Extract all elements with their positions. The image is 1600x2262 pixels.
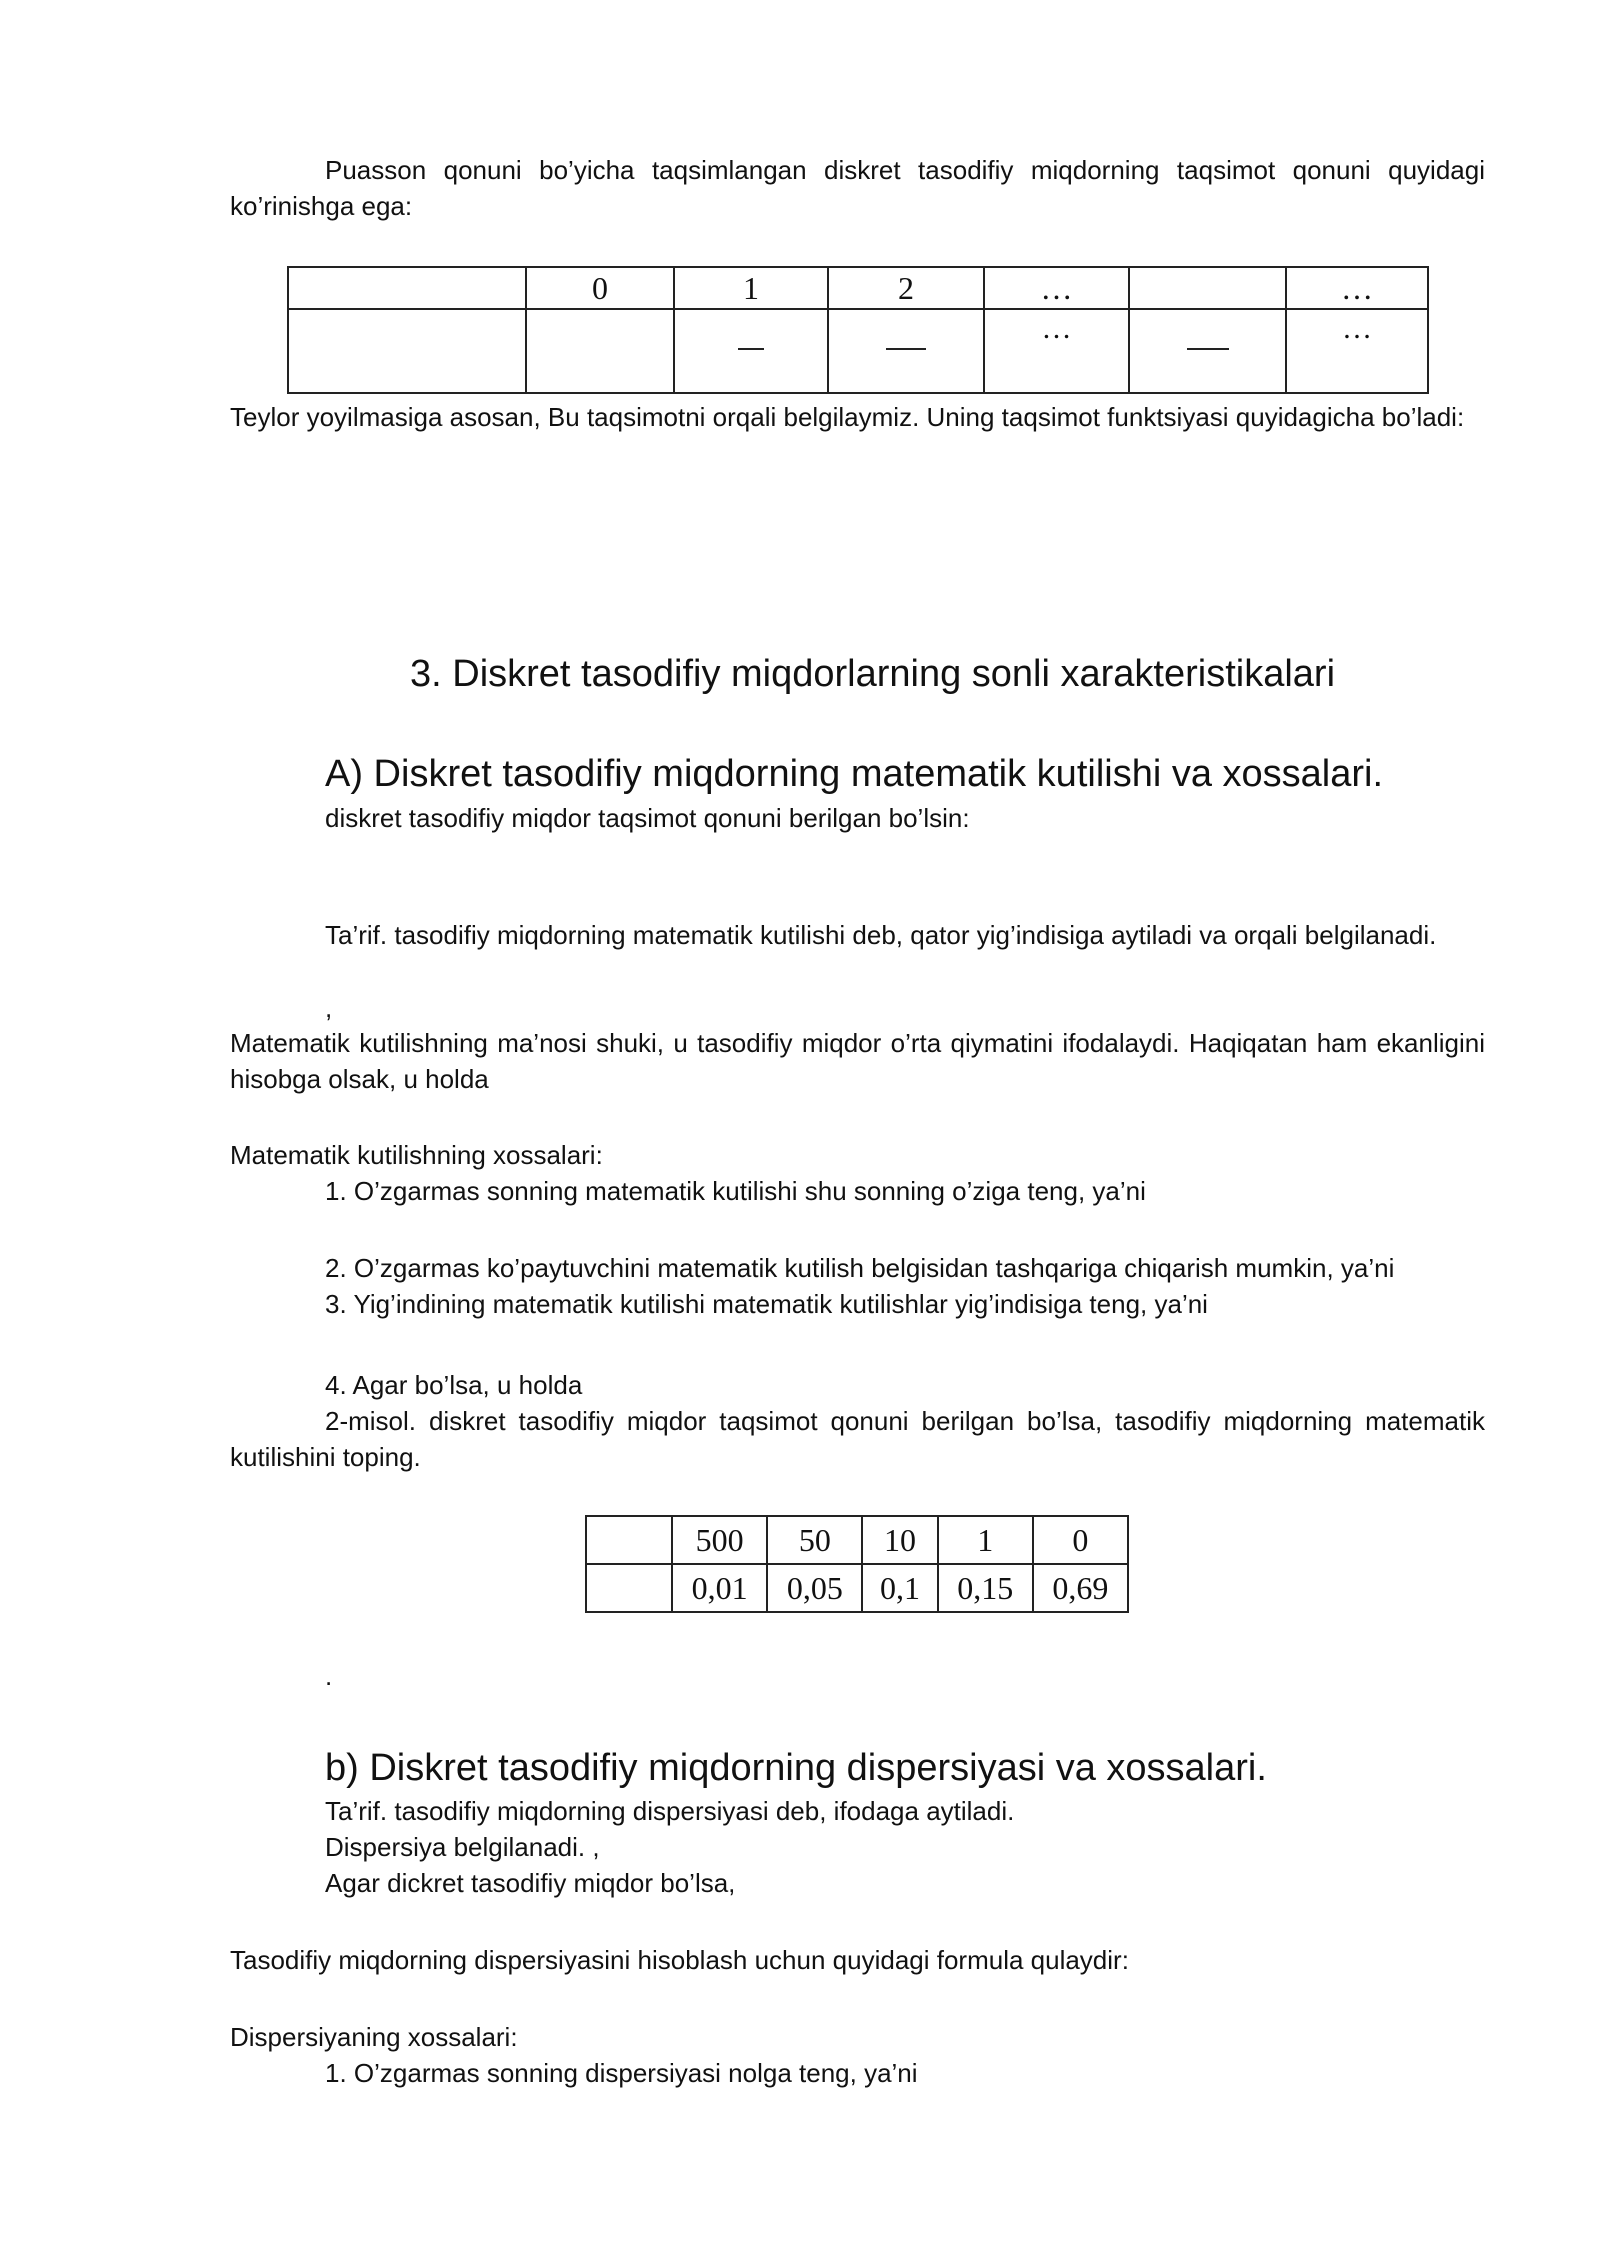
table-cell: 2	[828, 267, 984, 309]
dispersion-properties-heading: Dispersiyaning xossalari:	[230, 2022, 518, 2052]
comma-line: ,	[325, 993, 333, 1023]
table-cell: 1	[674, 267, 828, 309]
table-cell	[828, 309, 984, 393]
fraction-bar	[738, 348, 764, 350]
table-cell: 0,15	[938, 1564, 1033, 1612]
property-2: 2. O’zgarmas ko’paytuvchini matematik kutilish belgisidan tashqariga chiqarish mumkin, ya’ni	[325, 1253, 1395, 1283]
property-4: 4. Agar bo’lsa, u holda	[325, 1370, 583, 1400]
example-paragraph: 2-misol. diskret tasodifiy miqdor taqsimot qonuni berilgan bo’lsa, tasodifiy miqdorning matematik kutilishini toping.	[230, 1406, 1485, 1472]
table-cell: …	[984, 267, 1129, 309]
table-cell	[674, 309, 828, 393]
definition-paragraph: Ta’rif. tasodifiy miqdorning matematik kutilishi deb, qator yig’indisiga aytiladi va orqali belgilanadi.	[325, 920, 1437, 950]
table-cell	[288, 267, 526, 309]
ellipsis: …	[1342, 312, 1372, 345]
dispersion-definition: Ta’rif. tasodifiy miqdorning dispersiyasi deb, ifodaga aytiladi.	[325, 1796, 1015, 1826]
period-line: .	[325, 1661, 333, 1691]
subsection-heading-a: A) Diskret tasodifiy miqdorning matematik kutilishi va xossalari.	[325, 753, 1384, 795]
table-cell	[586, 1516, 672, 1564]
table-cell: …	[1286, 267, 1428, 309]
formula-intro: Tasodifiy miqdorning dispersiyasini hisoblash uchun quyidagi formula qulaydir:	[230, 1945, 1129, 1975]
dispersion-notation: Dispersiya belgilanadi. ,	[325, 1832, 600, 1862]
table-cell	[1286, 309, 1428, 393]
table-cell	[1129, 267, 1286, 309]
table-cell: 10	[862, 1516, 937, 1564]
example-distribution-table	[585, 1515, 1129, 1613]
subsection-heading-b: b) Diskret tasodifiy miqdorning dispersiyasi va xossalari.	[325, 1747, 1267, 1789]
discrete-case-line: Agar dickret tasodifiy miqdor bo’lsa,	[325, 1868, 736, 1898]
ellipsis: …	[1041, 312, 1072, 345]
property-1: 1. O’zgarmas sonning matematik kutilishi shu sonning o’ziga teng, ya’ni	[325, 1176, 1146, 1206]
table-cell: 500	[672, 1516, 767, 1564]
meaning-paragraph: Matematik kutilishning ma’nosi shuki, u tasodifiy miqdor o’rta qiymatini ifodalaydi. Haqiqatan ham ekanligini hisobga olsak, u holda	[230, 1028, 1485, 1094]
table-cell	[586, 1564, 672, 1612]
fraction-bar	[1187, 348, 1229, 350]
table-cell: 0,69	[1033, 1564, 1128, 1612]
table-cell: 50	[767, 1516, 862, 1564]
table-cell	[984, 309, 1129, 393]
table-cell: 0	[1033, 1516, 1128, 1564]
table-cell: 1	[938, 1516, 1033, 1564]
table-cell	[288, 309, 526, 393]
properties-heading: Matematik kutilishning xossalari:	[230, 1140, 603, 1170]
table-cell: 0,1	[862, 1564, 937, 1612]
table-cell: 0,01	[672, 1564, 767, 1612]
table-cell	[526, 309, 674, 393]
dispersion-property-1: 1. O’zgarmas sonning dispersiyasi nolga teng, ya’ni	[325, 2058, 918, 2088]
table-cell: 0	[526, 267, 674, 309]
fraction-bar	[886, 348, 926, 350]
taylor-paragraph: Teylor yoyilmasiga asosan, Bu taqsimotni orqali belgilaymiz. Uning taqsimot funktsiyasi quyidagicha bo’ladi:	[230, 402, 1465, 432]
table-cell: 0,05	[767, 1564, 862, 1612]
table-cell	[1129, 309, 1286, 393]
poisson-distribution-table	[287, 266, 1429, 394]
section-heading: 3. Diskret tasodifiy miqdorlarning sonli xarakteristikalari	[410, 653, 1336, 695]
distribution-intro: diskret tasodifiy miqdor taqsimot qonuni berilgan bo’lsin:	[325, 803, 970, 833]
intro-paragraph: Puasson qonuni bo’yicha taqsimlangan diskret tasodifiy miqdorning taqsimot qonuni quyidagi ko’rinishga ega:	[230, 155, 1485, 221]
property-3: 3. Yig’indining matematik kutilishi matematik kutilishlar yig’indisiga teng, ya’ni	[325, 1289, 1208, 1319]
